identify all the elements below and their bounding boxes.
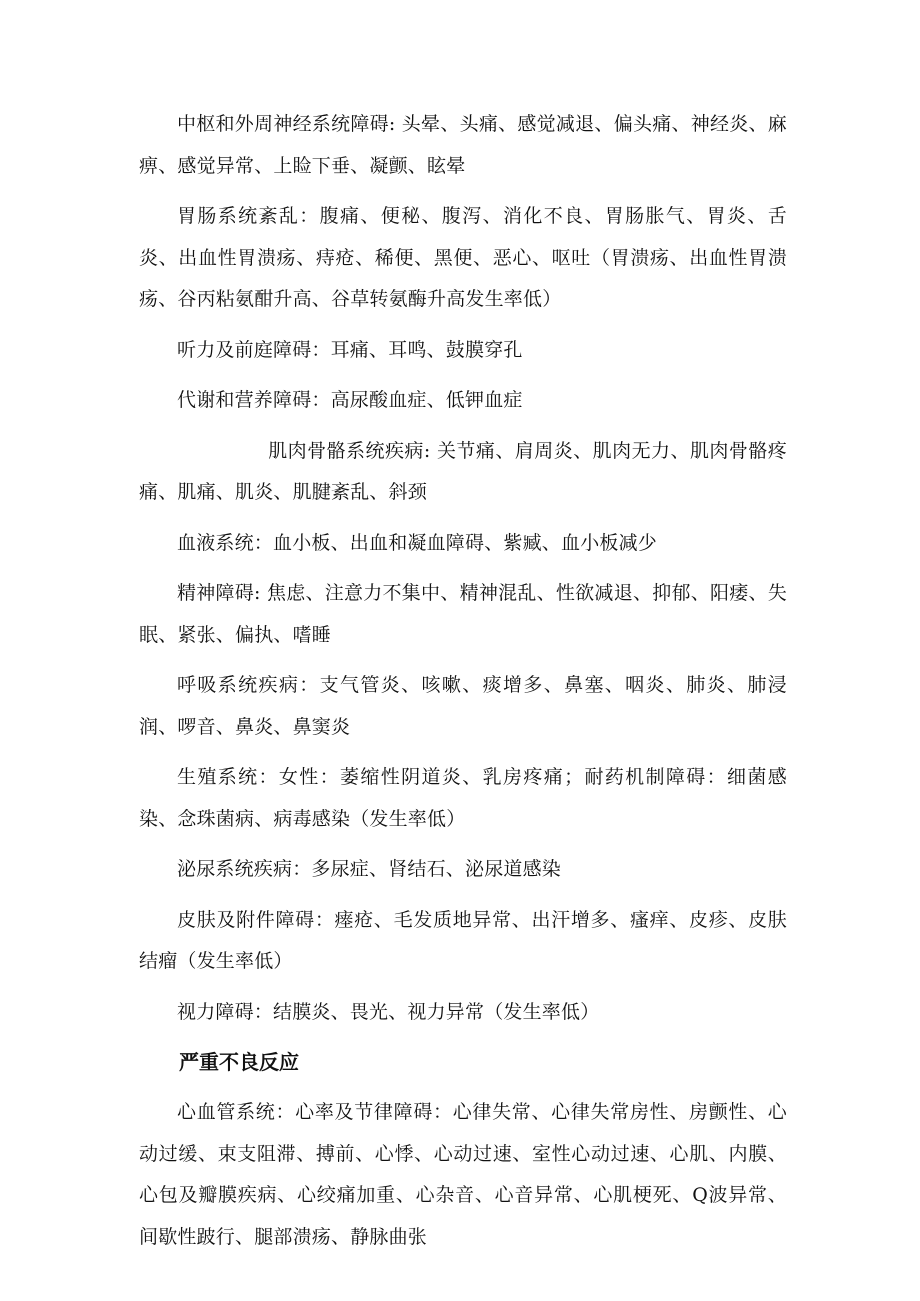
paragraph-vision: 视力障碍：结膜炎、畏光、视力异常（发生率低） <box>177 1000 600 1023</box>
paragraph-hearing-vestibular: 听力及前庭障碍：耳痛、耳鸣、鼓膜穿孔 <box>177 338 523 361</box>
document-page <box>139 104 787 1267</box>
paragraph-urinary: 泌尿系统疾病：多尿症、肾结石、泌尿道感染 <box>177 858 562 880</box>
paragraph-blood-system: 血液系统：血小板、出血和凝血障碍、紫臧、血小板减少 <box>177 531 658 554</box>
paragraph-respiratory: 呼吸系统疾病：支气管炎、咳嗽、痰增多、鼻塞、咽炎、肺炎、肺浸润、啰音、鼻炎、鼻窦炎 <box>139 674 787 738</box>
paragraph-reproductive: 生殖系统：女性：萎缩性阴道炎、乳房疼痛；耐药机制障碍：细菌感染、念珠菌病、病毒感染（发生率低） <box>139 766 787 830</box>
paragraph-gastrointestinal: 胃肠系统紊乱：腹痛、便秘、腹泻、消化不良、胃肠胀气、胃炎、舌炎、出血性胃溃疡、痔疮、稀便、黑便、恶心、呕吐（胃溃疡、出血性胃溃疡、谷丙粘氨酣升高、谷草转氨酶升高发生率低） <box>139 205 787 310</box>
paragraph-musculoskeletal: 肌肉骨骼系统疾病: 关节痛、肩周炎、肌肉无力、肌肉骨骼疼痛、肌痛、肌炎、肌腱紊乱、斜颈 <box>139 439 787 503</box>
paragraph-skin-appendages: 皮肤及附件障碍：瘗疮、毛发质地异常、出汗增多、瘙痒、皮疹、皮肤结瘤（发生率低） <box>139 908 787 972</box>
paragraph-psychiatric: 精神障碍: 焦虑、注意力不集中、精神混乱、性欲减退、抑郁、阳痿、失眠、紧张、偏执、嗜睡 <box>139 582 787 646</box>
paragraph-nervous-system: 中枢和外周神经系统障碍: 头晕、头痛、感觉减退、偏头痛、神经炎、麻痹、感觉异常、上睑下垂、凝颤、眩晕 <box>139 113 787 177</box>
paragraph-metabolism-nutrition: 代谢和营养障碍：高尿酸血症、低钾血症 <box>177 389 523 411</box>
paragraph-cardiovascular: 心血管系统：心率及节律障碍：心律失常、心律失常房性、房颤性、心动过缓、束支阻滞、搏前、心悸、心动过速、室性心动过速、心肌、内膜、心包及瓣膜疾病、心绞痛加重、心杂音、心音异常、心肌梗死、Q波异常、间歇性跛行、腿部溃疡、静脉曲张 <box>139 1101 787 1248</box>
section-heading-serious: 严重不良反应 <box>179 1050 299 1074</box>
